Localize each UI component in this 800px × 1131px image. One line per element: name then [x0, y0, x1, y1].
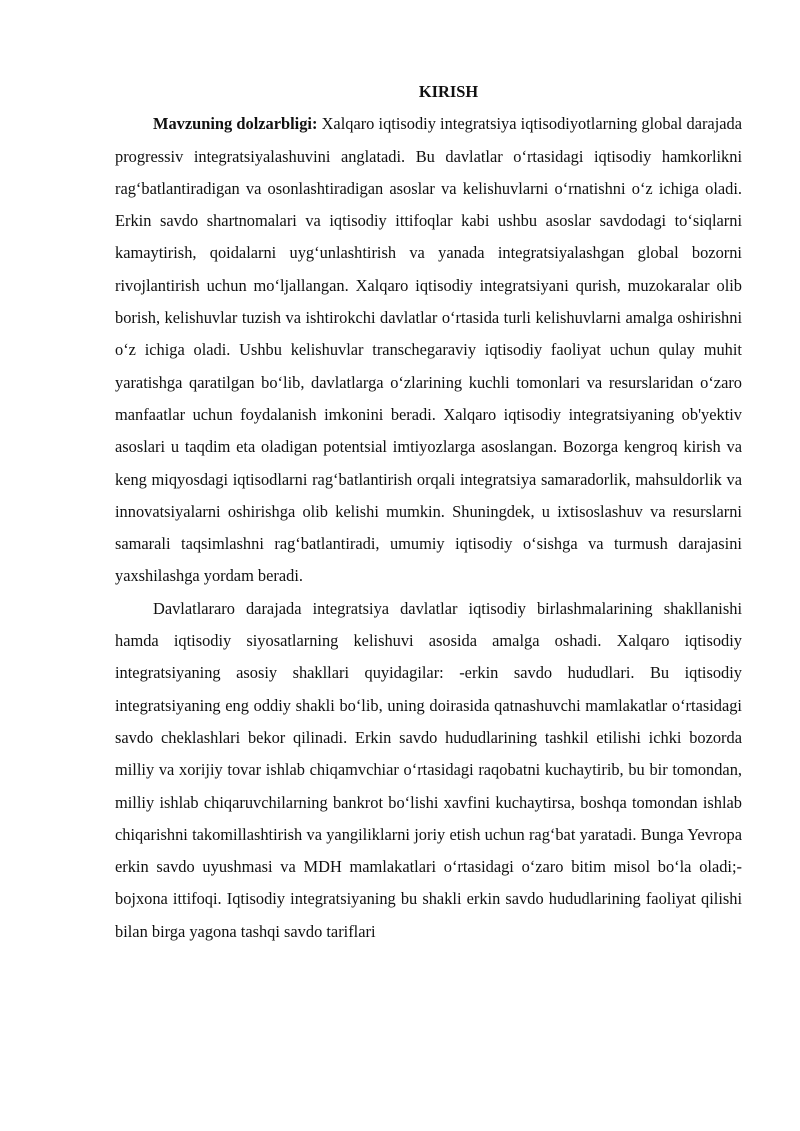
document-page [115, 76, 742, 948]
paragraph-forms [115, 593, 742, 948]
paragraph-intro [115, 108, 742, 592]
paragraph-text: Xalqaro iqtisodiy integratsiya iqtisodiyotlarning global darajada progressiv integratsiyalashuvini anglatadi. Bu davlatlar o‘rtasidagi iqtisodiy hamkorlikni rag‘batlantiradigan va osonlashtiradigan asoslar va kelishuvlarni o‘rnatishni o‘z ichiga oladi. Erkin savdo shartnomalari va iqtisodiy ittifoqlar kabi ushbu asoslar savdodagi to‘siqlarni kamaytirish, qoidalarni uyg‘unlashtirish va yanada integratsiyalashgan global bozorni rivojlantirish uchun mo‘ljallangan. Xalqaro iqtisodiy integratsiyani qurish, muzokaralar olib borish, kelishuvlar tuzish va ishtirokchi davlatlar o‘rtasida turli kelishuvlarni amalga oshirishni o‘z ichiga oladi. Ushbu kelishuvlar transchegaraviy iqtisodiy faoliyat uchun qulay muhit yaratishga qaratilgan bo‘lib, davlatlarga o‘zlarining kuchli tomonlari va resurslaridan o‘zaro manfaatlar uchun foydalanish imkonini beradi. Xalqaro iqtisodiy integratsiyaning ob'yektiv asoslari u taqdim eta oladigan potentsial imtiyozlarga asoslangan. Bozorga kengroq kirish va keng miqyosdagi iqtisodlarni rag‘batlantirish orqali integratsiya samaradorlik, mahsuldorlik va innovatsiyalarni oshirishga olib kelishi mumkin. Shuningdek, u ixtisoslashuv va resurslarni samarali taqsimlashni rag‘batlantiradi, umumiy iqtisodiy o‘sishga va turmush darajasini yaxshilashga yordam beradi. [115, 114, 742, 586]
paragraph-lead: Mavzuning dolzarbligi: [153, 114, 318, 134]
paragraph-text: Davlatlararo darajada integratsiya davlatlar iqtisodiy birlashmalarining shakllanishi hamda iqtisodiy siyosatlarning kelishuvi asosida amalga oshadi. Xalqaro iqtisodiy integratsiyaning asosiy shakllari quyidagilar: -erkin savdo hududlari. Bu iqtisodiy integratsiyaning eng oddiy shakli bo‘lib, uning doirasida qatnashuvchi mamlakatlar o‘rtasidagi savdo cheklashlari bekor qilinadi. Erkin savdo hududlarining tashkil etilishi ichki bozorda milliy va xorijiy tovar ishlab chiqamvchiar o‘rtasidagi raqobatni kuchaytirib, bu bir tomondan, milliy ishlab chiqaruvchilarning bankrot bo‘lishi xavfini kuchaytirsa, boshqa tomondan ishlab chiqarishni takomillashtirish va yangiliklarni joriy etish uchun rag‘bat yaratadi. Bunga Yevropa erkin savdo uyushmasi va MDH mamlakatlari o‘rtasidagi o‘zaro bitim misol bo‘la oladi;-bojxona ittifoqi. Iqtisodiy integratsiyaning bu shakli erkin savdo hududlarining faoliyat qilishi bilan birga yagona tashqi savdo tariflari [115, 598, 742, 941]
document-title: KIRISH [418, 82, 479, 101]
